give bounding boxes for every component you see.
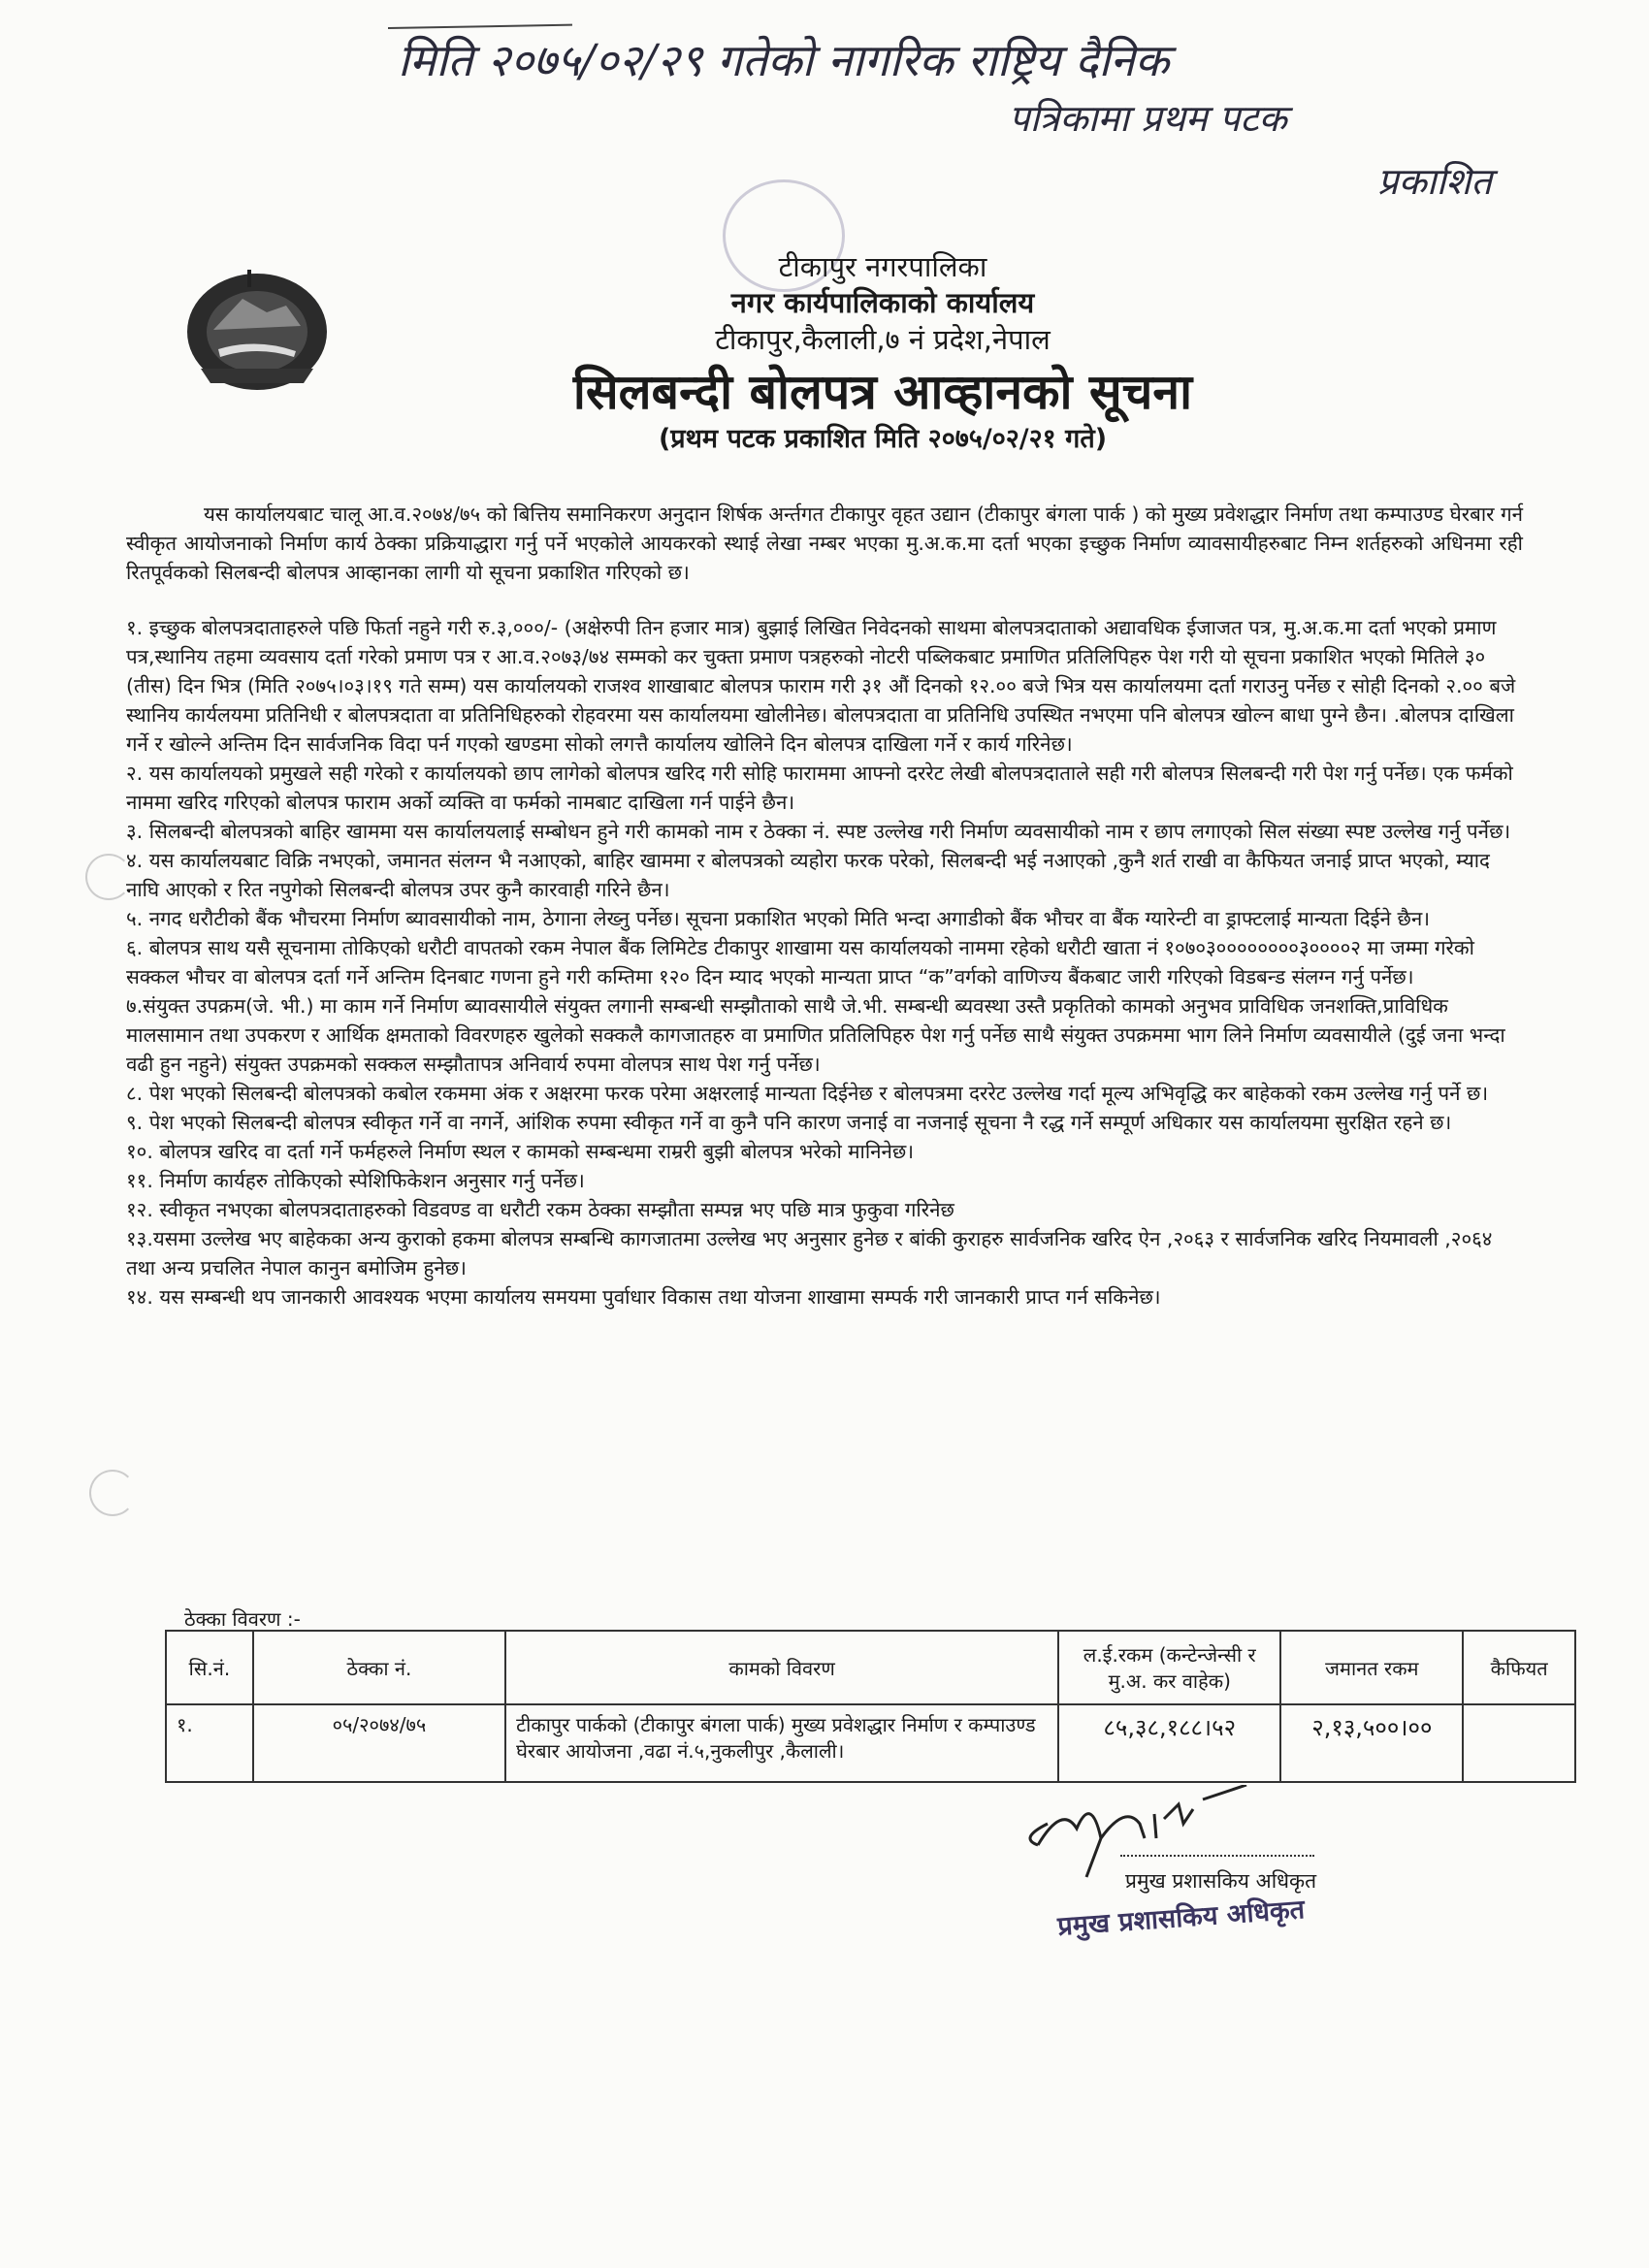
condition-item: ६. बोलपत्र साथ यसै सूचनामा तोकिएको धरौटी वापतको रकम नेपाल बैंक लिमिटेड टीकापुर शाखामा यस कार्यालयको नाममा रहेको धरौटी खाता नं १०७०३००००००००३००००२ मा जम्मा गरेको सक्कल भौचर वा बोलपत्र दर्ता गर्ने अन्तिम दिनबाट गणना हुने गरी कम्तिमा १२० दिन म्याद भएको मान्यता प्राप्त “क”वर्गको वाणिज्य बैंकबाट जारी गरिएको विडबन्ड संलग्न गर्नु पर्नेछ।: [126, 936, 1474, 988]
handwritten-note-line-1: मिति २०७५/०२/२९ गतेको नागरिक राष्ट्रिय दैनिक: [398, 34, 1170, 86]
cell-security-amount: २,१३,५००।००: [1280, 1704, 1463, 1782]
condition-item: ७.संयुक्त उपक्रम(जे. भी.) मा काम गर्ने निर्माण ब्यावसायीले संयुक्त लगानी सम्बन्धी सम्झौताको साथै जे.भी. सम्बन्धी ब्यवस्था उस्तै प्रकृतिको कामको अनुभव प्राविधिक जनशक्ति,प्राविधिक मालसामान तथा उपकरण र आर्थिक क्षमताको विवरणहरु खुलेको सक्कलै कागजातहरु वा प्रमाणित प्रतिलिपिहरु पेश गर्नु पर्नेछ साथै संयुक्त उपक्रममा भाग लिने निर्माण व्यवसायीले (दुई जना भन्दा वढी हुन नहुने) संयुक्त उपक्रमको सक्कल सम्झौतापत्र अनिवार्य रुपमा वोलपत्र साथ पेश गर्नु पर्नेछ।: [126, 994, 1505, 1076]
col-header-security-amount: जमानत रकम: [1280, 1631, 1463, 1704]
cell-contract-no: ०५/२०७४/७५: [253, 1704, 505, 1782]
office-address: टीकापुर,कैलाली,७ नं प्रदेश,नेपाल: [715, 323, 1051, 356]
condition-item: १०. बोलपत्र खरिद वा दर्ता गर्ने फर्महरुले निर्माण स्थल र कामको सम्बन्धमा राम्ररी बुझी बोलपत्र भरेको मानिनेछ।: [126, 1140, 915, 1163]
punch-hole-mark: [89, 1470, 136, 1516]
condition-item: १४. यस सम्बन्धी थप जानकारी आवश्यक भएमा कार्यालय समयमा पुर्वाधार विकास तथा योजना शाखामा सम्पर्क गरी जानकारी प्राप्त गर्न सकिनेछ।: [126, 1285, 1161, 1309]
col-header-serial: सि.नं.: [166, 1631, 253, 1704]
signatory-designation: प्रमुख प्रशासकिय अधिकृत: [1125, 1869, 1317, 1893]
municipality-name: टीकापुर नगरपालिका: [778, 250, 987, 283]
cell-serial: १.: [166, 1704, 253, 1782]
condition-item: ३. सिलबन्दी बोलपत्रको बाहिर खाममा यस कार्यालयलाई सम्बोधन हुने गरी कामको नाम र ठेक्का नं. स्पष्ट उल्लेख गरी निर्माण व्यवसायीको नाम र छाप लगाएको सिल संख्या स्पष्ट उल्लेख गर्नु पर्नेछ।: [126, 820, 1511, 843]
conditions-list: [126, 613, 1523, 1312]
col-header-remarks: कैफियत: [1463, 1631, 1575, 1704]
condition-item: १२. स्वीकृत नभएका बोलपत्रदाताहरुको विडवण्ड वा धरौटी रकम ठेक्का सम्झौता सम्पन्न भए पछि मात्र फुकुवा गरिनेछ: [126, 1198, 954, 1221]
notice-subtitle: (प्रथम पटक प्रकाशित मिति २०७५/०२/२१ गते): [658, 424, 1108, 454]
signature-line: [1120, 1855, 1314, 1857]
table-row: [166, 1704, 1575, 1782]
contract-details-label: ठेक्का विवरण :-: [184, 1607, 301, 1631]
contract-details-table: [165, 1630, 1576, 1783]
designation-stamp: प्रमुख प्रशासकिय अधिकृत: [1056, 1895, 1307, 1942]
cell-work-description: टीकापुर पार्कको (टीकापुर बंगला पार्क) मुख्य प्रवेशद्धार निर्माण र कम्पाउण्ड घेरबार आयोजना ,वढा नं.५,नुकलीपुर ,कैलाली।: [505, 1704, 1058, 1782]
condition-item: १३.यसमा उल्लेख भए बाहेकका अन्य कुराको हकमा बोलपत्र सम्बन्धि कागजातमा उल्लेख भए अनुसार हुनेछ र बांकी कुराहरु सार्वजनिक खरिद ऐन ,२०६३ र सार्वजनिक खरिद नियमावली ,२०६४ तथा अन्य प्रचलित नेपाल कानुन बमोजिम हुनेछ।: [126, 1227, 1493, 1280]
table-header-row: [166, 1631, 1575, 1704]
col-header-work-description: कामको विवरण: [505, 1631, 1058, 1704]
condition-item: ११. निर्माण कार्यहरु तोकिएको स्पेशिफिकेशन अनुसार गर्नु पर्नेछ।: [126, 1169, 585, 1192]
intro-paragraph: यस कार्यालयबाट चालू आ.व.२०७४/७५ को बित्तिय समानिकरण अनुदान शिर्षक अर्न्तगत टीकापुर वृहत उद्यान (टीकापुर बंगला पार्क ) को मुख्य प्रवेशद्धार निर्माण तथा कम्पाउण्ड घेरबार गर्न स्वीकृत आयोजनाको निर्माण कार्य ठेक्का प्रक्रियाद्धारा गर्नु पर्ने भएकोले आयकरको स्थाई लेखा नम्बर भएका मु.अ.क.मा दर्ता भएका इच्छुक निर्माण व्यावसायीहरुबाट निम्न शर्तहरुको अधिनमा रही रितपूर्वकको सिलबन्दी बोलपत्र आव्हानका लागी यो सूचना प्रकाशित गरिएको छ।: [126, 502, 1523, 584]
punch-hole-mark: [85, 854, 132, 900]
handwritten-note-line-2: पत्रिकामा प्रथम पटक: [1009, 97, 1287, 140]
condition-item: १. इच्छुक बोलपत्रदाताहरुले पछि फिर्ता नहुने गरी रु.३,०००/- (अक्षेरुपी तिन हजार मात्र) बुझाई लिखित निवेदनको साथमा बोलपत्रदाताको अद्यावधिक ईजाजत पत्र, मु.अ.क.मा दर्ता भएको प्रमाण पत्र,स्थानिय तहमा व्यवसाय दर्ता गरेको प्रमाण पत्र र आ.व.२०७३/७४ सम्मको कर चुक्ता प्रमाण पत्रहरुको नोटरी पब्लिकबाट प्रमाणित प्रतिलिपिहरु पेश गरी यो सूचना प्रकाशित भएको मितिले ३० (तीस) दिन भित्र (मिति २०७५।०३।१९ गते सम्म) यस कार्यालयको राजश्व शाखाबाट बोलपत्र फाराम गरी ३१ औं दिनको १२.०० बजे भित्र यस कार्यालयमा दर्ता गराउनु पर्नेछ र सोही दिनको २.०० बजे स्थानिय कार्यलयमा प्रतिनिधी र बोलपत्रदाता वा प्रतिनिधिहरुको रोहवरमा यस कार्यालयमा खोलीनेछ। बोलपत्रदाता वा प्रतिनिधि उपस्थित नभएमा पनि बोलपत्र खोल्न बाधा पुग्ने छैन। .बोलपत्र दाखिला गर्ने र खोल्ने अन्तिम दिन सार्वजनिक विदा पर्न गएको खण्डमा सोको लगत्तै कार्यालय खोलिने दिन बोलपत्र दाखिला गर्ने र कार्य गरिनेछ।: [126, 616, 1516, 756]
office-name: नगर कार्यपालिकाको कार्यालय: [730, 286, 1035, 319]
condition-item: ४. यस कार्यालयबाट विक्रि नभएको, जमानत संलग्न भै नआएको, बाहिर खाममा र बोलपत्रको व्यहोरा फरक परेको, सिलबन्दी भई नआएको ,कुनै शर्त राखी वा कैफियत जनाई प्राप्त भएको, म्याद नाघि आएको र रित नपुगेको सिलबन्दी बोलपत्र उपर कुनै कारवाही गरिने छैन।: [126, 849, 1490, 901]
col-header-estimate-amount: ल.ई.रकम (कन्टेन्जेन्सी र मु.अ. कर वाहेक): [1058, 1631, 1280, 1704]
cell-estimate-amount: ८५,३८,१८८।५२: [1058, 1704, 1280, 1782]
condition-item: ५. नगद धरौटीको बैंक भौचरमा निर्माण ब्यावसायीको नाम, ठेगाना लेख्नु पर्नेछ। सूचना प्रकाशित भएको मिति भन्दा अगाडीको बैंक भौचर वा बैंक ग्यारेन्टी वा ड्राफ्टलाई मान्यता दिईने छैन।: [126, 907, 1431, 930]
cell-remarks: [1463, 1704, 1575, 1782]
notice-title: सिलबन्दी बोलपत्र आव्हानको सूचना: [572, 364, 1193, 420]
handwritten-note-line-3: प्रकाशित: [1377, 160, 1492, 203]
col-header-contract-no: ठेक्का नं.: [253, 1631, 505, 1704]
condition-item: ९. पेश भएको सिलबन्दी बोलपत्र स्वीकृत गर्ने वा नगर्ने, आंशिक रुपमा स्वीकृत गर्ने वा कुनै पनि कारण जनाई वा नजनाई सूचना नै रद्ध गर्ने सम्पूर्ण अधिकार यस कार्यालयमा सुरक्षित रहने छ।: [126, 1111, 1452, 1134]
condition-item: ८. पेश भएको सिलबन्दी बोलपत्रको कबोल रकममा अंक र अक्षरमा फरक परेमा अक्षरलाई मान्यता दिईनेछ र बोलपत्रमा दररेट उल्लेख गर्दा मूल्य अभिवृद्धि कर बाहेकको रकम उल्लेख गर्नु पर्ने छ।: [126, 1082, 1489, 1105]
condition-item: २. यस कार्यालयको प्रमुखले सही गरेको र कार्यालयको छाप लागेको बोलपत्र खरिद गरी सोहि फाराममा आफ्नो दररेट लेखी बोलपत्रदाताले सही गरी बोलपत्र सिलबन्दी गरी पेश गर्नु पर्नेछ। एक फर्मको नाममा खरिद गरिएको बोलपत्र फाराम अर्को व्यक्ति वा फर्मको नामबाट दाखिला गर्न पाईने छैन।: [126, 761, 1513, 814]
